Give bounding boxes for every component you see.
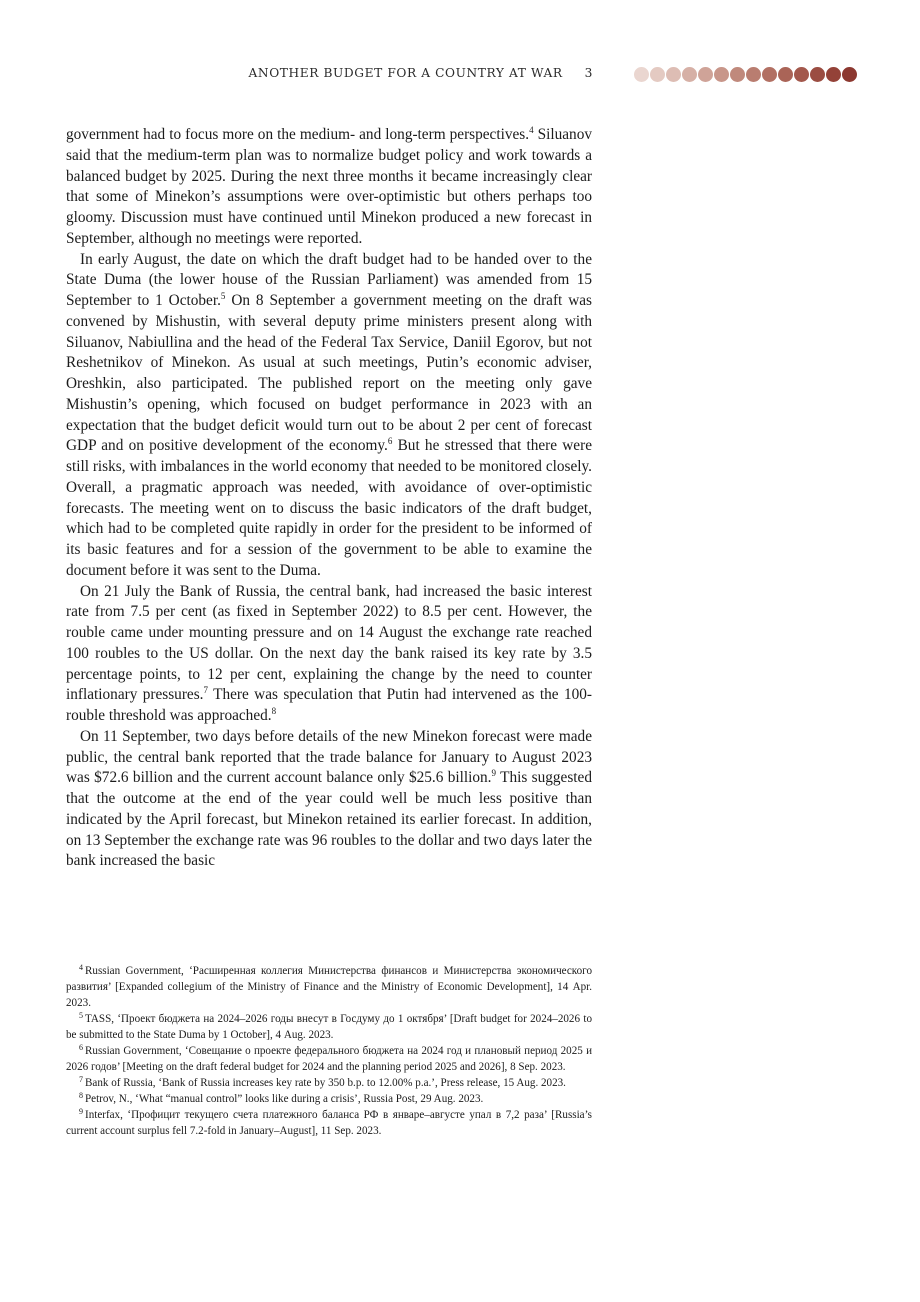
footnote-ref[interactable]: 7	[203, 685, 208, 696]
paragraph-text: But he stressed that there were still risks, with imbalances in the world economy that needed to be monitored closely. Overall, a pragmatic approach was needed, with avoidance of over-optimistic forecasts. The meeting went on to discuss the basic indicators of the draft budget, which had to be completed quite rapidly in order for the president to be informed of its basic features and for a session of the government to be able to examine the document before it was sent to the Duma.	[66, 437, 592, 579]
footnote-number: 9	[79, 1107, 83, 1116]
decorative-dot	[698, 67, 713, 82]
paragraph-text: On 11 September, two days before details of the new Minekon forecast were made public, the central bank reported that the trade balance for January to August 2023 was $72.6 billion and the current account balance only $25.6 billion.	[66, 727, 592, 787]
decorative-dot	[842, 67, 857, 82]
main-text	[66, 125, 592, 872]
footnote-number: 5	[79, 1011, 83, 1020]
footnote-ref[interactable]: 9	[491, 768, 497, 779]
paragraph	[66, 582, 592, 727]
running-header	[0, 66, 593, 80]
page-number: 3	[584, 66, 593, 80]
footnote	[66, 963, 592, 1011]
decorative-dot	[650, 67, 665, 82]
paragraph-text: government had to focus more on the medium- and long-term perspectives.	[66, 126, 530, 143]
footnote-text: Russian Government, ‘Расширенная коллегия Министерства финансов и Министерства экономического развития’ [Expanded collegium of the Ministry of Finance and the Ministry of Economic Development], 14 Apr. 2023.	[66, 965, 592, 1009]
decorative-dot	[778, 67, 793, 82]
decorative-dot	[810, 67, 825, 82]
footnote-ref[interactable]: 5	[220, 291, 226, 301]
footnote	[66, 1091, 592, 1107]
decorative-dot	[794, 67, 809, 82]
footnote-number: 4	[79, 963, 83, 972]
paragraph-text: On 8 September a government meeting on the draft was convened by Mishustin, with several deputy prime ministers present along with Siluanov, Nabiullina and the head of the Federal Tax Service, Daniil Egorov, but not Reshetnikov of Minekon. As usual at such meetings, Putin’s economic adviser, Oreshkin, also participated. The published report on the meeting only gave Mishustin’s opening, which focused on budget performance in 2023 with an expectation that the budget deficit would turn out to be about 2 per cent of forecast GDP and on positive development of the economy.	[66, 292, 592, 455]
decorative-dot-strip	[634, 67, 857, 82]
decorative-dot	[762, 67, 777, 82]
footnotes	[66, 963, 592, 1139]
paragraph	[66, 250, 592, 582]
decorative-dot	[826, 67, 841, 82]
footnote-text: Bank of Russia, ‘Bank of Russia increases key rate by 350 b.p. to 12.00% p.a.’, Press release, 15 Aug. 2023.	[85, 1077, 566, 1089]
footnote	[66, 1043, 592, 1075]
paragraph-text: On 21 July the Bank of Russia, the central bank, had increased the basic interest rate from 7.5 per cent (as fixed in September 2022) to 8.5 per cent. However, the rouble came under mounting pressure and on 14 August the exchange rate reached 100 roubles to the US dollar. On the next day the bank raised its key rate by 3.5 percentage points, to 12 per cent, explaining the change by the need to counter inflationary pressures.	[66, 582, 592, 704]
paragraph-text: There was speculation that Putin had intervened as the 100-rouble threshold was approached.	[66, 686, 592, 724]
decorative-dot	[730, 67, 745, 82]
footnote-text: Petrov, N., ‘What “manual control” looks like during a crisis’, Russia Post, 29 Aug. 2023.	[85, 1093, 484, 1105]
footnote-number: 8	[79, 1091, 83, 1100]
footnote	[66, 1011, 592, 1043]
paragraph-text: This suggested that the outcome at the end of the year could well be much less positive than indicated by the April forecast, but Minekon retained its earlier forecast. In addition, on 13 September the exchange rate was 96 roubles to the dollar and two days later the bank increased the basic	[66, 769, 592, 870]
paragraph-text: In early August, the date on which the draft budget had to be handed over to the State Duma (the lower house of the Russian Parliament) was amended from 15 September to 1 October.	[66, 250, 592, 309]
footnote-number: 7	[79, 1075, 83, 1084]
footnote-ref[interactable]: 6	[387, 436, 393, 447]
decorative-dot	[634, 67, 649, 82]
footnote	[66, 1107, 592, 1139]
paragraph-text: Siluanov said that the medium-term plan was to normalize budget policy and work towards a balanced budget by 2025. During the next three months it became increasingly clear that some of Minekon’s assumptions were over-optimistic but others perhaps too gloomy. Discussion must have continued until Minekon produced a new forecast in September, although no meetings were reported.	[66, 126, 592, 247]
footnote	[66, 1075, 592, 1091]
footnote-ref[interactable]: 8	[271, 706, 277, 716]
footnote-ref[interactable]: 4	[529, 125, 534, 135]
decorative-dot	[666, 67, 681, 82]
footnote-number: 6	[79, 1043, 83, 1052]
paragraph	[66, 125, 592, 250]
decorative-dot	[746, 67, 761, 82]
footnote-text: Russian Government, ‘Совещание о проекте федерального бюджета на 2024 год и плановый период 2025 и 2026 годов’ [Meeting on the draft federal budget for 2024 and the planning period 2025 and 2026], 8 Sep. 2023.	[66, 1045, 592, 1073]
running-title: ANOTHER BUDGET FOR A COUNTRY AT WAR	[248, 66, 563, 80]
paragraph	[66, 727, 592, 872]
footnote-text: TASS, ‘Проект бюджета на 2024–2026 годы внесут в Госдуму до 1 октября’ [Draft budget for 2024–2026 to be submitted to the State Duma by 1 October], 4 Aug. 2023.	[66, 1013, 592, 1041]
decorative-dot	[682, 67, 697, 82]
footnote-text: Interfax, ‘Профицит текущего счета платежного баланса РФ в январе–августе упал в 7,2 раза’ [Russia’s current account surplus fell 7.2-fold in January–August], 11 Sep. 2023.	[66, 1109, 592, 1137]
decorative-dot	[714, 67, 729, 82]
